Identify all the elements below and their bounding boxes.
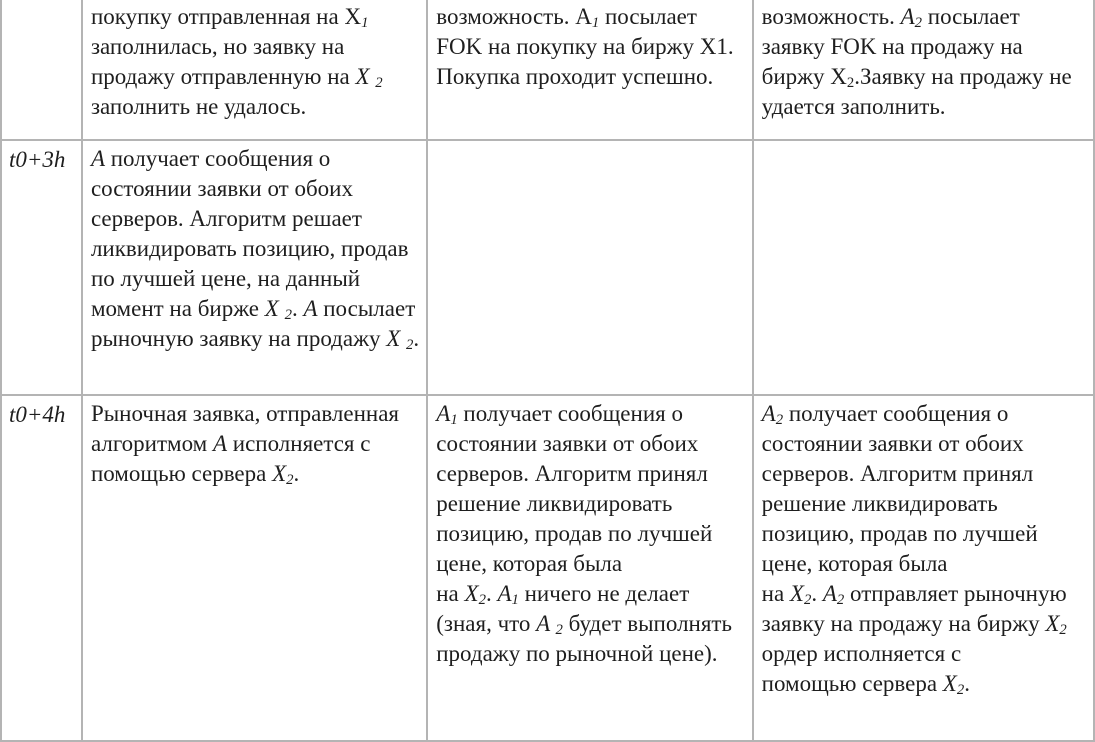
cell-text: X — [386, 326, 407, 351]
subscript-text: 2 — [555, 621, 563, 638]
cell-text: A — [536, 611, 556, 636]
cell-text: Рыночная заявка, отправленная — [90, 401, 399, 426]
time-cell — [1, 0, 82, 140]
cell-text: .Заявку на продажу не удается заполнить. — [761, 64, 1072, 119]
cell-text: A — [303, 296, 318, 321]
cell-text: отправляет рыночную заявку на продажу на биржу — [761, 581, 1067, 636]
cell-text: . — [811, 581, 823, 606]
cell-text: получает сообщения о состоянии заявки от обоих серверов. Алгоритм принял решение ликвидировать позицию, продав по лучшей цене, которая была — [761, 401, 1038, 576]
content-cell — [82, 140, 427, 395]
cell-text: заполнилась, но заявку на продажу отправленную на — [90, 34, 356, 89]
table-row — [1, 140, 1094, 395]
content-cell — [427, 0, 752, 140]
cell-text: A — [761, 401, 776, 426]
cell-text: X — [1045, 611, 1060, 636]
subscript-text: 2 — [286, 471, 294, 488]
cell-text: X — [789, 581, 804, 606]
time-cell — [1, 395, 82, 741]
cell-text: X — [344, 4, 362, 29]
cell-text: покупку отправленная на — [90, 4, 345, 29]
content-cell — [427, 140, 752, 395]
content-cell — [427, 395, 752, 741]
cell-text: . — [413, 326, 420, 351]
cell-text: заполнить не удалось. — [90, 94, 307, 119]
subscript-text: 2 — [836, 591, 845, 608]
content-cell — [82, 0, 427, 140]
subscript-text: 2 — [956, 681, 965, 698]
content-cell — [82, 395, 427, 741]
cell-text: X — [464, 581, 479, 606]
table-row — [1, 0, 1094, 140]
cell-text: исполняется с помощью сервера — [90, 431, 371, 486]
time-label: t0+3h — [9, 147, 66, 172]
cell-text: . — [485, 581, 498, 606]
content-cell — [753, 0, 1094, 140]
subscript-text: 1 — [361, 14, 369, 31]
subscript-text: 2 — [406, 336, 414, 353]
cell-text: посылает FOK на покупку на биржу X1. Покупка проходит успешно. — [436, 4, 734, 89]
cell-text: алгоритмом — [90, 431, 213, 456]
cell-text: A — [90, 146, 105, 171]
cell-text: будет выполнять продажу по рыночной цене). — [436, 611, 732, 666]
cell-text: помощью сервера — [761, 671, 943, 696]
cell-text: A — [436, 401, 451, 426]
cell-text: ордер исполняется с — [761, 641, 962, 666]
cell-text: X — [264, 296, 285, 321]
subscript-text: 2 — [478, 591, 486, 608]
content-cell — [753, 395, 1094, 741]
cell-text: получает сообщения о состоянии заявки от обоих серверов. Алгоритм решает ликвидировать позицию, продав по лучшей цене, на данный момент на бирже — [90, 146, 409, 321]
subscript-text: 2 — [775, 411, 784, 428]
subscript-text: 2 — [914, 14, 923, 31]
cell-text: X — [272, 461, 287, 486]
cell-text: A — [822, 581, 837, 606]
cell-text: . — [964, 671, 970, 696]
cell-text: посылает заявку FOK на продажу на биржу X — [761, 4, 1023, 89]
subscript-text: 2 — [846, 74, 855, 91]
subscript-text: 2 — [1059, 621, 1067, 638]
cell-text: A — [497, 581, 512, 606]
cell-text: X — [355, 64, 376, 89]
cell-text: получает сообщения о состоянии заявки от обоих серверов. Алгоритм принял решение ликвидировать позицию, продав по лучшей цене, которая была — [436, 401, 713, 576]
table-row — [1, 395, 1094, 741]
cell-text: A — [900, 4, 915, 29]
subscript-text: 2 — [803, 591, 812, 608]
subscript-text: 2 — [284, 306, 292, 323]
cell-text: возможность. A — [436, 4, 592, 29]
subscript-text: 1 — [511, 591, 519, 608]
subscript-text: 1 — [450, 411, 458, 428]
cell-text: . — [291, 296, 304, 321]
time-label: t0+4h — [9, 402, 66, 427]
cell-text: ничего не делает (зная, что — [436, 581, 690, 636]
cell-text: посылает рыночную заявку на продажу — [90, 296, 416, 351]
cell-text: на — [436, 581, 465, 606]
subscript-text: 1 — [591, 14, 600, 31]
cell-text: возможность. — [761, 4, 901, 29]
cell-text: A — [212, 431, 228, 456]
cell-text: . — [293, 461, 300, 486]
cell-text: X — [942, 671, 957, 696]
cell-text: на — [761, 581, 790, 606]
content-cell — [753, 140, 1094, 395]
time-cell — [1, 140, 82, 395]
subscript-text: 2 — [375, 74, 383, 91]
